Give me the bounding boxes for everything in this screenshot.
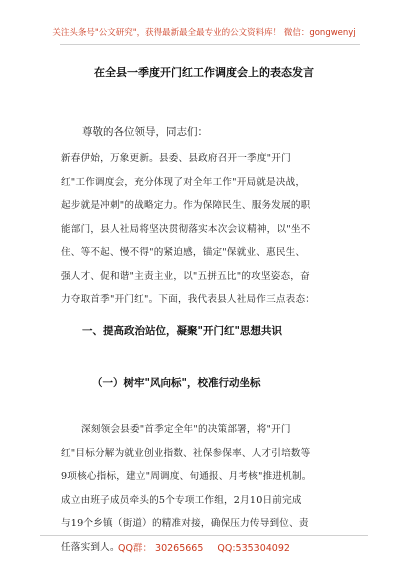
- document-title: 在全县一季度开门红工作调度会上的表态发言: [94, 66, 314, 79]
- qq-number-label: QQ:535304092: [217, 543, 290, 554]
- paragraph-line: 新春伊始，万象更新。县委、县政府召开一季度"开门: [61, 153, 291, 164]
- subsection-heading: （一）树牢"风向标"，校准行动坐标: [92, 377, 261, 389]
- qq-group-label: QQ群： 30265665: [118, 543, 204, 554]
- paragraph-line: 能部门，县人社局将坚决贯彻落实本次会议精神，以"坐不: [61, 223, 311, 235]
- paragraph-line: 成立由班子成员牵头的5个专项工作组，2月10日前完成: [61, 494, 302, 506]
- paragraph-line: 红"目标分解为就业创业指数、社保参保率、人才引培数等: [61, 447, 311, 459]
- paragraph-line: 强人才、促和谐"主责主业，以"五拼五比"的攻坚姿态，奋: [61, 270, 310, 282]
- paragraph-section: [61, 418, 361, 559]
- section-heading: 一、提高政治站位，凝聚"开门红"思想共识: [82, 325, 282, 337]
- paragraph-intro: [61, 147, 361, 312]
- paragraph-line: 力夺取首季"开门红"。下面，我代表县人社局作三点表态：: [61, 294, 316, 305]
- paragraph-line: 红"工作调度会，充分体现了对全年工作"开局就是决战，: [61, 176, 306, 188]
- footer-contacts: [40, 540, 368, 554]
- header-banner: 关注头条号"公文研究"，获得最新最全最专业的公文资料库！ 微信：gongwenyj: [52, 28, 356, 38]
- paragraph-line: 9项核心指标，建立"周调度、旬通报、月考核"推进机制。: [61, 471, 312, 482]
- paragraph-line: 与19个乡镇（街道）的精准对接，确保压力传导到位、责: [61, 518, 309, 529]
- paragraph-line: 任落实到人。: [61, 541, 120, 553]
- paragraph-line: 住、等不起、慢不得"的紧迫感，锚定"保就业、惠民生、: [61, 247, 306, 258]
- salutation: 尊敬的各位领导，同志们：: [82, 126, 208, 138]
- footer-divider: [40, 535, 368, 536]
- paragraph-line: 起步就是冲刺"的战略定力。作为保障民生、服务发展的职: [61, 200, 311, 211]
- paragraph-line: 深刻领会县委"首季定全年"的决策部署，将"开门: [81, 424, 291, 435]
- header-divider: [60, 44, 360, 45]
